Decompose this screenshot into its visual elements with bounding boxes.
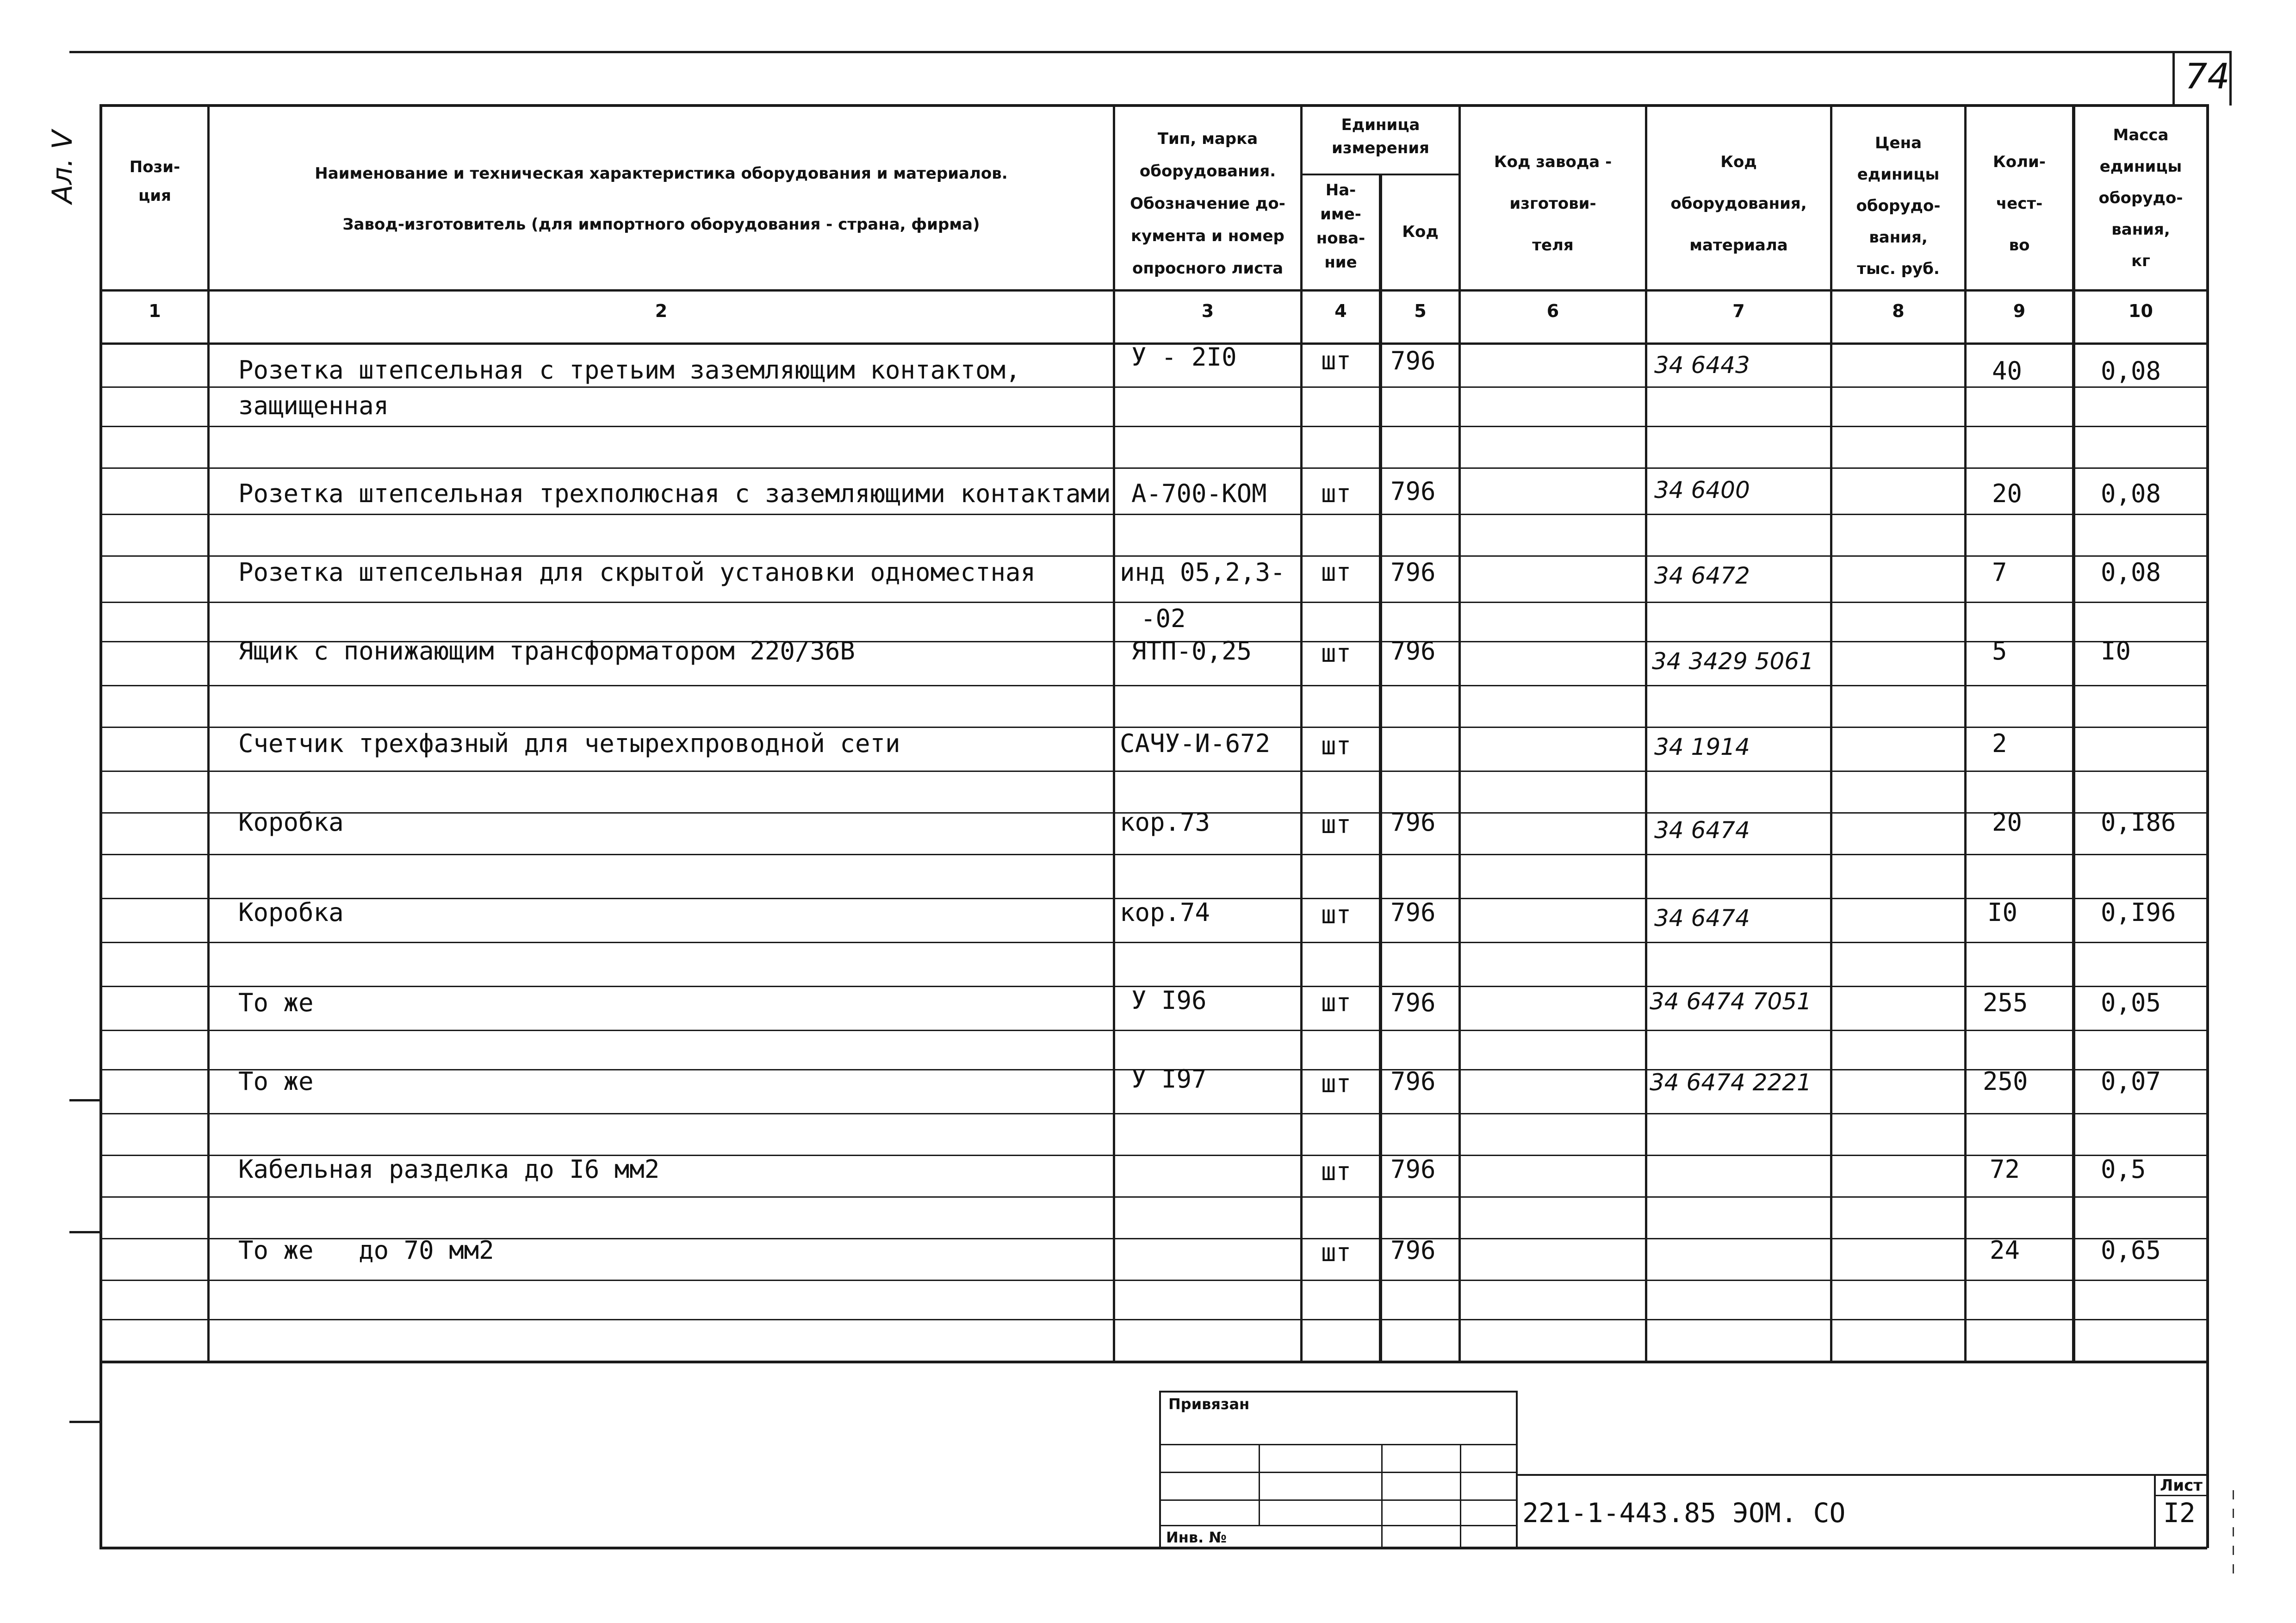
col-sep-7: [1830, 104, 1832, 1363]
row3-type-cont: -02: [1141, 604, 1186, 633]
col-sep-2: [1113, 104, 1115, 1363]
row5-material-code: 34 1914: [1654, 734, 1750, 760]
unit-group-divider: [1300, 174, 1460, 175]
sheet-label: Лист: [2160, 1476, 2203, 1495]
col-sep-1: [207, 104, 210, 1363]
row6-qty: 20: [1992, 808, 2023, 837]
col-sep-5: [1458, 104, 1461, 1363]
stamp-col-1: [1259, 1444, 1260, 1525]
stamp-top: [1159, 1391, 1518, 1393]
header-col3: Тип, марка оборудования. Обозначение до- кумента и номер опросного листа: [1130, 130, 1285, 278]
margin-mark: Ал. V: [46, 130, 79, 204]
row3-mass: 0,08: [2101, 558, 2161, 587]
row9-qty: 250: [1983, 1067, 2028, 1096]
stamp-line-2: [1159, 1472, 1518, 1473]
doc-code: 221-1-443.85 ЭОМ. СО: [1522, 1497, 1846, 1529]
title-block-top: [1516, 1474, 2208, 1476]
table-body-bottom: [99, 1361, 2207, 1363]
page-number-box-left: [2172, 51, 2175, 106]
row8-mass: 0,05: [2101, 988, 2161, 1017]
row-line: [99, 467, 2207, 469]
colnum-3: 3: [1201, 301, 1214, 321]
row-line: [99, 854, 2207, 855]
row-line: [99, 386, 2207, 388]
row4-type: ЯТП-0,25: [1131, 636, 1252, 665]
header-bottom: [99, 289, 2207, 292]
row6-material-code: 34 6474: [1654, 817, 1750, 844]
colnum-4: 4: [1334, 301, 1347, 321]
row6-name: Коробка: [238, 808, 344, 837]
row6-type: кор.73: [1120, 808, 1210, 837]
colnum-5: 5: [1414, 301, 1427, 321]
row9-mass: 0,07: [2101, 1067, 2161, 1096]
row9-name: То же: [238, 1067, 314, 1096]
row11-mass: 0,65: [2101, 1236, 2161, 1265]
row10-unit: шт: [1321, 1157, 1352, 1186]
row1-type: У - 2I0: [1131, 342, 1237, 372]
row4-mass: I0: [2101, 636, 2131, 665]
col-sep-6: [1645, 104, 1647, 1363]
row2-unit-code: 796: [1390, 477, 1436, 506]
row-line: [99, 1030, 2207, 1031]
row6-unit-code: 796: [1390, 808, 1436, 837]
colnum-8: 8: [1892, 301, 1905, 321]
row11-unit: шт: [1321, 1238, 1352, 1267]
header-col9: Коли- чест- во: [1993, 153, 2046, 255]
page-number-box-right: [2229, 51, 2232, 106]
row5-qty: 2: [1992, 729, 2007, 758]
stamp-line-3: [1159, 1499, 1518, 1501]
stamp-bound-label: Привязан: [1168, 1395, 1250, 1413]
row5-name: Счетчик трехфазный для четырехпроводной сети: [238, 729, 900, 758]
stamp-line-4: [1159, 1525, 1518, 1526]
row-line: [99, 1319, 2207, 1320]
row8-type: У I96: [1131, 986, 1207, 1015]
row1-unit: шт: [1321, 346, 1352, 375]
sheet-box-left: [2154, 1474, 2156, 1548]
row-line: [99, 1280, 2207, 1281]
row10-name: Кабельная разделка до I6 мм2: [238, 1155, 660, 1184]
colnum-7: 7: [1732, 301, 1745, 321]
row4-name: Ящик с понижающим трансформатором 220/36В: [238, 636, 855, 665]
stamp-col-2: [1381, 1444, 1383, 1548]
row1-name: Розетка штепсельная с третьим заземляющим контактом,: [238, 355, 1021, 385]
row-line: [99, 771, 2207, 772]
frame-right: [2206, 104, 2209, 1548]
row2-type: А-700-КОМ: [1131, 479, 1267, 508]
top-border-line: [69, 51, 2231, 53]
frame-bottom: [99, 1547, 2207, 1549]
row7-material-code: 34 6474: [1654, 905, 1750, 932]
row9-type: У I97: [1131, 1064, 1207, 1094]
row10-qty: 72: [1990, 1155, 2020, 1184]
row7-type: кор.74: [1120, 898, 1210, 927]
row-line: [99, 1196, 2207, 1198]
side-tick-1: [69, 1099, 102, 1101]
row-line: [99, 942, 2207, 943]
sheet-box-divider: [2154, 1495, 2207, 1496]
header-col8: Цена единицы оборудо- вания, тыс. руб.: [1856, 134, 1941, 278]
header-col6: Код завода - изготови- теля: [1494, 153, 1612, 255]
row9-unit-code: 796: [1390, 1067, 1436, 1096]
stamp-inv-label: Инв. №: [1166, 1529, 1227, 1546]
row2-material-code: 34 6400: [1654, 477, 1750, 504]
row7-name: Коробка: [238, 898, 344, 927]
row7-mass: 0,I96: [2101, 898, 2176, 927]
stamp-line-1: [1159, 1444, 1518, 1445]
row7-qty: I0: [1987, 898, 2018, 927]
row5-type: САЧУ-И-672: [1120, 729, 1271, 758]
colnum-1: 1: [149, 301, 161, 321]
row2-mass: 0,08: [2101, 479, 2161, 508]
col-sep-9: [2072, 104, 2075, 1363]
stamp-right: [1516, 1391, 1518, 1548]
stamp-col-3: [1460, 1444, 1461, 1548]
row-line: [99, 602, 2207, 603]
stamp-left: [1159, 1391, 1161, 1548]
row2-unit: шт: [1321, 479, 1352, 508]
row4-unit: шт: [1321, 639, 1352, 668]
row5-unit: шт: [1321, 731, 1352, 760]
header-col7: Код оборудования, материала: [1670, 153, 1807, 255]
row3-unit-code: 796: [1390, 558, 1436, 587]
colnum-6: 6: [1546, 301, 1559, 321]
header-col4: На- име- нова- ние: [1316, 181, 1365, 272]
row4-material-code: 34 3429 5061: [1652, 648, 1814, 675]
colnum-10: 10: [2128, 301, 2153, 321]
colnum-2: 2: [655, 301, 668, 321]
row-line: [99, 1113, 2207, 1114]
row2-name: Розетка штепсельная трехполюсная с заземляющими контактами: [238, 479, 1111, 508]
row4-qty: 5: [1992, 636, 2007, 665]
row9-material-code: 34 6474 2221: [1650, 1069, 1812, 1096]
row1-name-cont: защищенная: [238, 391, 389, 420]
row6-mass: 0,I86: [2101, 808, 2176, 837]
row3-type: инд 05,2,3-: [1120, 558, 1285, 587]
row3-unit: шт: [1321, 558, 1352, 587]
header-col5: Код: [1402, 223, 1439, 241]
header-unit-group: Единица измерения: [1332, 116, 1429, 157]
colnum-9: 9: [2013, 301, 2026, 321]
side-tick-3: [69, 1421, 102, 1423]
row1-unit-code: 796: [1390, 346, 1436, 375]
row-line: [99, 514, 2207, 515]
header-col1: Пози- ция: [129, 158, 180, 205]
header-col2: Наименование и техническая характеристика оборудования и материалов. Завод-изготовитель (для импортного оборудования - страна, фирма): [315, 164, 1008, 234]
row9-unit: шт: [1321, 1069, 1352, 1098]
row4-unit-code: 796: [1390, 636, 1436, 665]
sheet-number: I2: [2163, 1497, 2196, 1529]
row3-material-code: 34 6472: [1654, 562, 1750, 589]
row6-unit: шт: [1321, 810, 1352, 839]
side-tick-2: [69, 1231, 102, 1233]
table-top-border: [99, 104, 2207, 107]
right-margin-mark: [2233, 1490, 2234, 1583]
col-sep-3: [1300, 104, 1303, 1363]
row10-unit-code: 796: [1390, 1155, 1436, 1184]
row-line: [99, 727, 2207, 728]
row-line: [99, 685, 2207, 686]
row8-unit-code: 796: [1390, 988, 1436, 1017]
row8-unit: шт: [1321, 988, 1352, 1017]
row1-qty: 40: [1992, 356, 2023, 386]
row3-qty: 7: [1992, 558, 2007, 587]
row10-mass: 0,5: [2101, 1155, 2146, 1184]
row11-name: То же до 70 мм2: [238, 1236, 494, 1265]
row7-unit: шт: [1321, 900, 1352, 929]
row8-material-code: 34 6474 7051: [1650, 988, 1812, 1015]
row1-mass: 0,08: [2101, 356, 2161, 386]
row1-material-code: 34 6443: [1654, 352, 1750, 379]
col-sep-4: [1379, 174, 1382, 1363]
row7-unit-code: 796: [1390, 898, 1436, 927]
header-col10: Масса единицы оборудо- вания, кг: [2098, 126, 2183, 270]
page-number: 74: [2185, 56, 2230, 97]
row11-unit-code: 796: [1390, 1236, 1436, 1265]
row3-name: Розетка штепсельная для скрытой установки одноместная: [238, 558, 1036, 587]
row8-name: То же: [238, 988, 314, 1017]
col-sep-8: [1964, 104, 1967, 1363]
row-line: [99, 426, 2207, 427]
row-line: [99, 555, 2207, 557]
row2-qty: 20: [1992, 479, 2023, 508]
row8-qty: 255: [1983, 988, 2028, 1017]
row11-qty: 24: [1990, 1236, 2020, 1265]
